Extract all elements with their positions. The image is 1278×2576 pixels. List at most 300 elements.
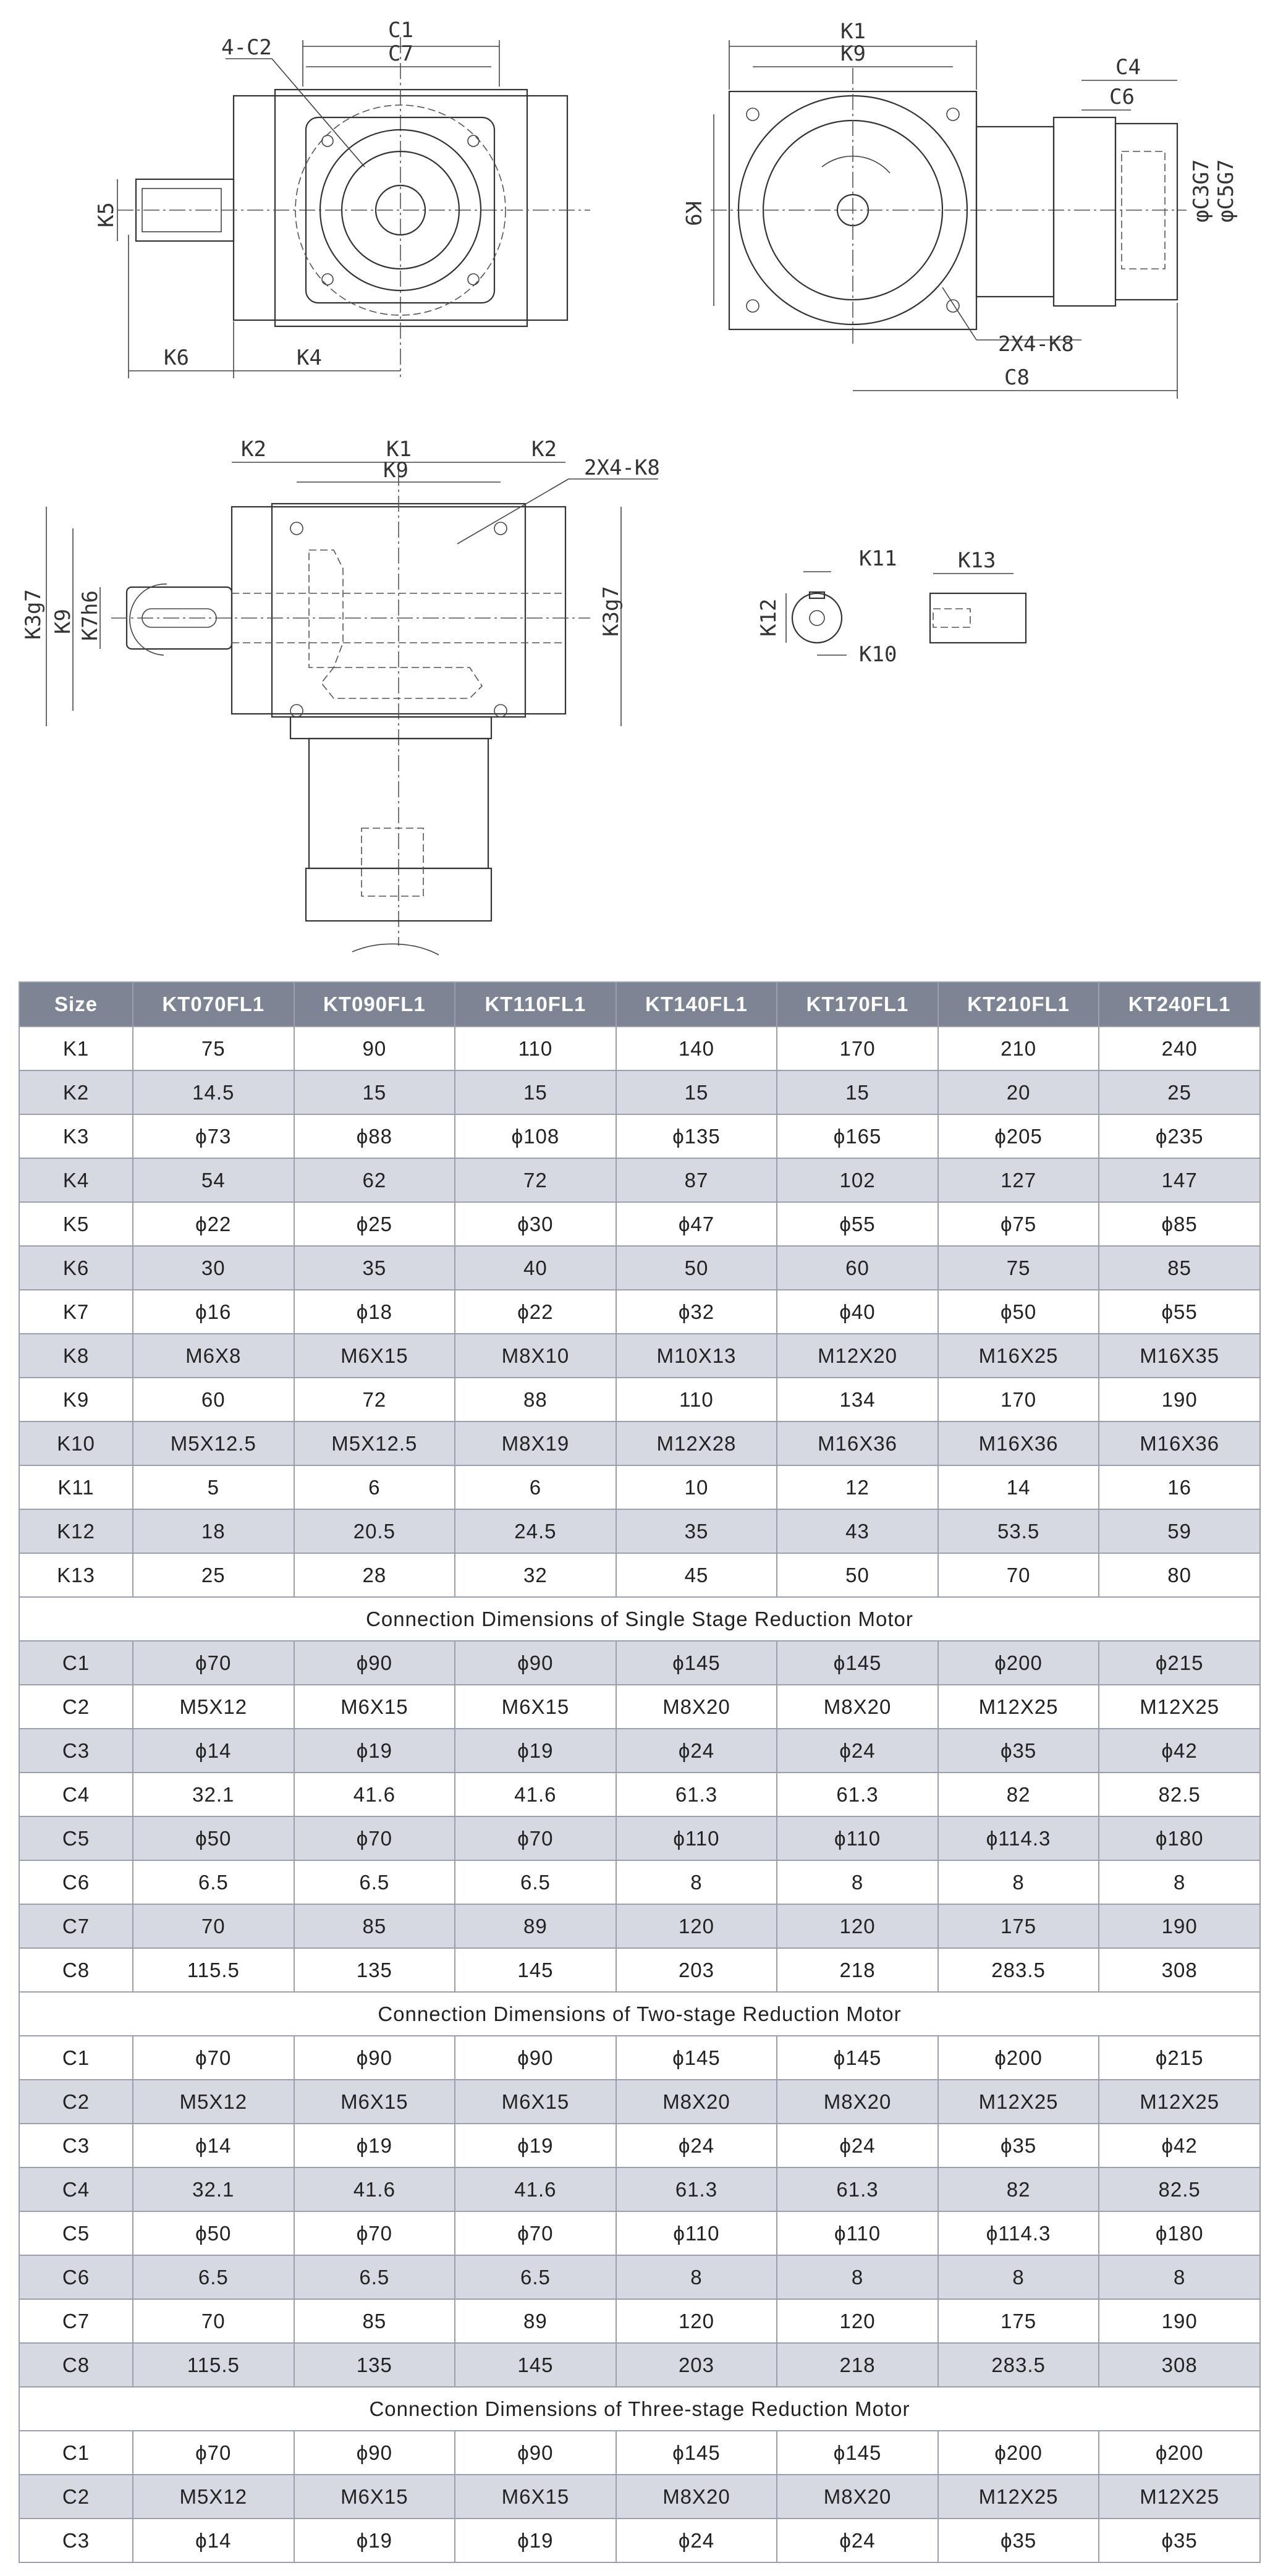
- drawings-svg: [0, 0, 1278, 970]
- value-cell: 61.3: [616, 1773, 777, 1816]
- value-cell: M12X20: [777, 1334, 938, 1378]
- value-cell: 115.5: [133, 2343, 294, 2387]
- value-cell: ϕ50: [133, 1816, 294, 1860]
- value-cell: 50: [777, 1553, 938, 1597]
- label-k10: K10: [859, 642, 897, 667]
- row-label-cell: K6: [19, 1246, 133, 1290]
- value-cell: 6.5: [294, 2255, 455, 2299]
- value-cell: M16X35: [1099, 1334, 1260, 1378]
- value-cell: 8: [1099, 2255, 1260, 2299]
- value-cell: M8X20: [777, 2475, 938, 2519]
- value-cell: ϕ35: [938, 2124, 1099, 2167]
- value-cell: M12X25: [938, 2080, 1099, 2124]
- label-k8-callout-bottom: 2X4-K8: [584, 455, 660, 480]
- section-title-row: [19, 2387, 1260, 2431]
- value-cell: ϕ145: [616, 1641, 777, 1685]
- value-cell: ϕ180: [1099, 2211, 1260, 2255]
- header-model: KT170FL1: [777, 982, 938, 1027]
- value-cell: ϕ22: [133, 1202, 294, 1246]
- row-label-cell: C7: [19, 2299, 133, 2343]
- value-cell: ϕ19: [455, 2124, 616, 2167]
- value-cell: 18: [133, 1509, 294, 1553]
- section-title: Connection Dimensions of Single Stage Reduction Motor: [19, 1597, 1260, 1641]
- value-cell: 170: [938, 1378, 1099, 1421]
- value-cell: ϕ35: [938, 1729, 1099, 1773]
- value-cell: 89: [455, 1904, 616, 1948]
- value-cell: 110: [455, 1027, 616, 1070]
- row-label-cell: C1: [19, 2431, 133, 2475]
- value-cell: ϕ145: [777, 2431, 938, 2475]
- value-cell: 6.5: [133, 1860, 294, 1904]
- value-cell: 88: [455, 1378, 616, 1421]
- table-row: [19, 1246, 1260, 1290]
- row-label-cell: K10: [19, 1421, 133, 1465]
- value-cell: 15: [616, 1070, 777, 1114]
- value-cell: ϕ200: [938, 1641, 1099, 1685]
- value-cell: ϕ14: [133, 1729, 294, 1773]
- value-cell: 190: [1099, 2299, 1260, 2343]
- value-cell: 25: [133, 1553, 294, 1597]
- value-cell: 8: [616, 2255, 777, 2299]
- table-row: [19, 1202, 1260, 1246]
- table-row: [19, 2036, 1260, 2080]
- value-cell: ϕ14: [133, 2519, 294, 2562]
- value-cell: M5X12.5: [133, 1421, 294, 1465]
- value-cell: 127: [938, 1158, 1099, 1202]
- table-row: [19, 2299, 1260, 2343]
- value-cell: 120: [616, 2299, 777, 2343]
- value-cell: M12X28: [616, 1421, 777, 1465]
- header-model: KT210FL1: [938, 982, 1099, 1027]
- header-model: KT240FL1: [1099, 982, 1260, 1027]
- value-cell: ϕ19: [294, 2124, 455, 2167]
- value-cell: 15: [455, 1070, 616, 1114]
- value-cell: ϕ55: [1099, 1290, 1260, 1334]
- value-cell: 28: [294, 1553, 455, 1597]
- value-cell: 6.5: [133, 2255, 294, 2299]
- value-cell: M8X20: [777, 1685, 938, 1729]
- value-cell: ϕ70: [294, 2211, 455, 2255]
- value-cell: 75: [133, 1027, 294, 1070]
- label-k7: K7h6: [78, 590, 103, 641]
- value-cell: 218: [777, 2343, 938, 2387]
- value-cell: ϕ88: [294, 1114, 455, 1158]
- label-k1-bottom: K1: [386, 437, 412, 462]
- table-row: [19, 1729, 1260, 1773]
- value-cell: 6.5: [455, 2255, 616, 2299]
- value-cell: M16X36: [777, 1421, 938, 1465]
- value-cell: 147: [1099, 1158, 1260, 1202]
- value-cell: M6X15: [455, 1685, 616, 1729]
- value-cell: 6.5: [294, 1860, 455, 1904]
- table-row: [19, 1421, 1260, 1465]
- value-cell: 85: [294, 1904, 455, 1948]
- value-cell: 140: [616, 1027, 777, 1070]
- value-cell: ϕ50: [938, 1290, 1099, 1334]
- table-row: [19, 1641, 1260, 1685]
- value-cell: 8: [777, 1860, 938, 1904]
- value-cell: M6X8: [133, 1334, 294, 1378]
- value-cell: ϕ70: [294, 1816, 455, 1860]
- value-cell: M12X25: [1099, 2475, 1260, 2519]
- value-cell: ϕ24: [616, 2124, 777, 2167]
- value-cell: 40: [455, 1246, 616, 1290]
- value-cell: 85: [294, 2299, 455, 2343]
- value-cell: ϕ200: [938, 2431, 1099, 2475]
- table-row: [19, 2124, 1260, 2167]
- value-cell: 6: [455, 1465, 616, 1509]
- label-k3-right: K3g7: [599, 586, 624, 637]
- value-cell: ϕ24: [777, 2519, 938, 2562]
- value-cell: ϕ90: [455, 2036, 616, 2080]
- label-c7: C7: [388, 41, 413, 66]
- section-title: Connection Dimensions of Three-stage Reduction Motor: [19, 2387, 1260, 2431]
- value-cell: M8X20: [616, 2080, 777, 2124]
- value-cell: 61.3: [616, 2167, 777, 2211]
- value-cell: ϕ85: [1099, 1202, 1260, 1246]
- label-k3-left: K3g7: [21, 589, 46, 640]
- value-cell: 145: [455, 2343, 616, 2387]
- row-label-cell: C2: [19, 2475, 133, 2519]
- top-right-view: [680, 19, 1238, 399]
- value-cell: 8: [616, 1860, 777, 1904]
- row-label-cell: K2: [19, 1070, 133, 1114]
- value-cell: 120: [777, 1904, 938, 1948]
- neck: [290, 717, 491, 739]
- value-cell: M5X12: [133, 2080, 294, 2124]
- value-cell: M8X20: [616, 2475, 777, 2519]
- value-cell: M6X15: [455, 2475, 616, 2519]
- value-cell: 85: [1099, 1246, 1260, 1290]
- value-cell: 203: [616, 2343, 777, 2387]
- value-cell: ϕ24: [777, 1729, 938, 1773]
- row-label-cell: C2: [19, 2080, 133, 2124]
- row-label-cell: C1: [19, 1641, 133, 1685]
- value-cell: ϕ24: [616, 2519, 777, 2562]
- table-row: [19, 1904, 1260, 1948]
- motor-flange: [1054, 117, 1115, 306]
- value-cell: M16X36: [1099, 1421, 1260, 1465]
- value-cell: 41.6: [294, 1773, 455, 1816]
- value-cell: 115.5: [133, 1948, 294, 1992]
- label-k11: K11: [859, 546, 897, 571]
- section-title: Connection Dimensions of Two-stage Reduction Motor: [19, 1992, 1260, 2036]
- value-cell: ϕ55: [777, 1202, 938, 1246]
- dimension-table-container: [19, 981, 1259, 2563]
- row-label-cell: C6: [19, 2255, 133, 2299]
- value-cell: ϕ145: [777, 2036, 938, 2080]
- value-cell: ϕ114.3: [938, 1816, 1099, 1860]
- table-row: [19, 2431, 1260, 2475]
- table-row: [19, 1553, 1260, 1597]
- value-cell: 45: [616, 1553, 777, 1597]
- top-left-view: [94, 18, 590, 378]
- table-row: [19, 2343, 1260, 2387]
- bolt-hole: [322, 135, 333, 146]
- value-cell: 35: [616, 1509, 777, 1553]
- row-label-cell: C7: [19, 1904, 133, 1948]
- label-k1: K1: [840, 19, 866, 44]
- table-header-row: [19, 982, 1260, 1027]
- value-cell: ϕ70: [133, 2036, 294, 2080]
- label-c6: C6: [1109, 85, 1135, 109]
- value-cell: 87: [616, 1158, 777, 1202]
- value-cell: ϕ110: [616, 2211, 777, 2255]
- bolt-hole: [322, 274, 333, 285]
- value-cell: ϕ42: [1099, 2124, 1260, 2167]
- value-cell: 72: [294, 1378, 455, 1421]
- value-cell: ϕ70: [133, 1641, 294, 1685]
- value-cell: ϕ47: [616, 1202, 777, 1246]
- value-cell: ϕ42: [1099, 1729, 1260, 1773]
- value-cell: 82: [938, 2167, 1099, 2211]
- value-cell: M5X12: [133, 1685, 294, 1729]
- value-cell: 308: [1099, 2343, 1260, 2387]
- value-cell: 20.5: [294, 1509, 455, 1553]
- value-cell: ϕ30: [455, 1202, 616, 1246]
- value-cell: 60: [133, 1378, 294, 1421]
- value-cell: M6X15: [294, 1334, 455, 1378]
- value-cell: 135: [294, 2343, 455, 2387]
- table-row: [19, 2475, 1260, 2519]
- bottom-left-view: [21, 437, 660, 955]
- table-row: [19, 1509, 1260, 1553]
- label-k4: K4: [297, 345, 322, 370]
- value-cell: ϕ40: [777, 1290, 938, 1334]
- label-c2-callout: 4-C2: [221, 35, 272, 60]
- value-cell: 54: [133, 1158, 294, 1202]
- value-cell: 8: [938, 2255, 1099, 2299]
- value-cell: 120: [616, 1904, 777, 1948]
- table-row: [19, 1773, 1260, 1816]
- label-k2-right: K2: [531, 437, 557, 462]
- table-row: [19, 1816, 1260, 1860]
- value-cell: ϕ145: [777, 1641, 938, 1685]
- value-cell: 175: [938, 1904, 1099, 1948]
- row-label-cell: K4: [19, 1158, 133, 1202]
- value-cell: ϕ70: [455, 2211, 616, 2255]
- value-cell: ϕ110: [616, 1816, 777, 1860]
- value-cell: M5X12: [133, 2475, 294, 2519]
- value-cell: ϕ35: [938, 2519, 1099, 2562]
- value-cell: ϕ18: [294, 1290, 455, 1334]
- label-k2-left: K2: [241, 437, 266, 462]
- value-cell: 62: [294, 1158, 455, 1202]
- value-cell: 210: [938, 1027, 1099, 1070]
- value-cell: 6.5: [455, 1860, 616, 1904]
- value-cell: 8: [938, 1860, 1099, 1904]
- header-model: KT070FL1: [133, 982, 294, 1027]
- bolt-hole: [468, 274, 479, 285]
- row-label-cell: K13: [19, 1553, 133, 1597]
- value-cell: 25: [1099, 1070, 1260, 1114]
- value-cell: ϕ180: [1099, 1816, 1260, 1860]
- value-cell: M12X25: [938, 1685, 1099, 1729]
- table-row: [19, 1465, 1260, 1509]
- row-label-cell: C4: [19, 1773, 133, 1816]
- value-cell: 82: [938, 1773, 1099, 1816]
- value-cell: 190: [1099, 1904, 1260, 1948]
- row-label-cell: C3: [19, 2124, 133, 2167]
- value-cell: 14: [938, 1465, 1099, 1509]
- label-k9-v: K9: [680, 201, 705, 226]
- value-cell: 8: [777, 2255, 938, 2299]
- value-cell: 30: [133, 1246, 294, 1290]
- value-cell: 70: [133, 1904, 294, 1948]
- value-cell: M8X19: [455, 1421, 616, 1465]
- value-cell: ϕ235: [1099, 1114, 1260, 1158]
- value-cell: ϕ14: [133, 2124, 294, 2167]
- rotation-arrow: [822, 156, 890, 173]
- value-cell: 24.5: [455, 1509, 616, 1553]
- value-cell: 218: [777, 1948, 938, 1992]
- label-c3: φC3G7: [1189, 159, 1214, 222]
- value-cell: 16: [1099, 1465, 1260, 1509]
- value-cell: ϕ114.3: [938, 2211, 1099, 2255]
- value-cell: M6X15: [294, 1685, 455, 1729]
- value-cell: ϕ90: [294, 1641, 455, 1685]
- value-cell: ϕ19: [455, 2519, 616, 2562]
- header-model: KT140FL1: [616, 982, 777, 1027]
- label-k13: K13: [958, 548, 996, 573]
- value-cell: ϕ135: [616, 1114, 777, 1158]
- value-cell: ϕ24: [616, 1729, 777, 1773]
- value-cell: ϕ19: [294, 1729, 455, 1773]
- value-cell: 43: [777, 1509, 938, 1553]
- header-size: Size: [19, 982, 133, 1027]
- value-cell: 8: [1099, 1860, 1260, 1904]
- row-label-cell: C8: [19, 2343, 133, 2387]
- keyway-detail: [756, 546, 1026, 667]
- table-row: [19, 1948, 1260, 1992]
- label-k8-callout-top: 2X4-K8: [998, 332, 1074, 357]
- value-cell: 32: [455, 1553, 616, 1597]
- value-cell: 61.3: [777, 1773, 938, 1816]
- row-label-cell: C5: [19, 1816, 133, 1860]
- dimension-table: [19, 981, 1261, 2563]
- value-cell: 175: [938, 2299, 1099, 2343]
- keyway-shaft-end: [792, 593, 842, 643]
- value-cell: M16X25: [938, 1334, 1099, 1378]
- table-row: [19, 1860, 1260, 1904]
- value-cell: ϕ90: [455, 1641, 616, 1685]
- value-cell: M6X15: [455, 2080, 616, 2124]
- row-label-cell: C5: [19, 2211, 133, 2255]
- value-cell: ϕ32: [616, 1290, 777, 1334]
- keyway-shaft-side: [930, 593, 1026, 643]
- value-cell: 20: [938, 1070, 1099, 1114]
- table-row: [19, 1070, 1260, 1114]
- value-cell: 6: [294, 1465, 455, 1509]
- value-cell: 61.3: [777, 2167, 938, 2211]
- value-cell: ϕ215: [1099, 1641, 1260, 1685]
- value-cell: ϕ75: [938, 1202, 1099, 1246]
- value-cell: 10: [616, 1465, 777, 1509]
- value-cell: 35: [294, 1246, 455, 1290]
- value-cell: 82.5: [1099, 2167, 1260, 2211]
- value-cell: M8X20: [616, 1685, 777, 1729]
- value-cell: ϕ108: [455, 1114, 616, 1158]
- value-cell: 32.1: [133, 2167, 294, 2211]
- row-label-cell: C6: [19, 1860, 133, 1904]
- value-cell: 32.1: [133, 1773, 294, 1816]
- value-cell: ϕ205: [938, 1114, 1099, 1158]
- value-cell: 308: [1099, 1948, 1260, 1992]
- value-cell: 50: [616, 1246, 777, 1290]
- value-cell: ϕ24: [777, 2124, 938, 2167]
- value-cell: M12X25: [1099, 1685, 1260, 1729]
- value-cell: ϕ200: [938, 2036, 1099, 2080]
- value-cell: ϕ19: [294, 2519, 455, 2562]
- value-cell: M12X25: [938, 2475, 1099, 2519]
- value-cell: 12: [777, 1465, 938, 1509]
- label-k9-side: K9: [51, 609, 75, 634]
- value-cell: 134: [777, 1378, 938, 1421]
- row-label-cell: K12: [19, 1509, 133, 1553]
- row-label-cell: K9: [19, 1378, 133, 1421]
- value-cell: ϕ22: [455, 1290, 616, 1334]
- value-cell: 102: [777, 1158, 938, 1202]
- row-label-cell: C3: [19, 2519, 133, 2562]
- value-cell: 283.5: [938, 1948, 1099, 1992]
- label-c4: C4: [1115, 55, 1141, 80]
- label-c1: C1: [388, 18, 413, 43]
- value-cell: 70: [938, 1553, 1099, 1597]
- row-label-cell: K11: [19, 1465, 133, 1509]
- value-cell: ϕ50: [133, 2211, 294, 2255]
- table-row: [19, 1158, 1260, 1202]
- value-cell: M12X25: [1099, 2080, 1260, 2124]
- side-rotation-arrow: [130, 584, 167, 655]
- value-cell: 80: [1099, 1553, 1260, 1597]
- motor-adapter: [976, 127, 1054, 297]
- motor-coupling: [1115, 124, 1177, 300]
- label-c5: φC5G7: [1214, 159, 1238, 222]
- value-cell: M16X36: [938, 1421, 1099, 1465]
- label-k5: K5: [94, 202, 119, 227]
- value-cell: 240: [1099, 1027, 1260, 1070]
- value-cell: ϕ73: [133, 1114, 294, 1158]
- value-cell: ϕ70: [455, 1816, 616, 1860]
- table-row: [19, 2519, 1260, 2562]
- label-k12: K12: [756, 598, 781, 637]
- table-row: [19, 2255, 1260, 2299]
- value-cell: M8X10: [455, 1334, 616, 1378]
- value-cell: M5X12.5: [294, 1421, 455, 1465]
- value-cell: 283.5: [938, 2343, 1099, 2387]
- table-row: [19, 2080, 1260, 2124]
- table-row: [19, 1290, 1260, 1334]
- value-cell: 5: [133, 1465, 294, 1509]
- table-row: [19, 1378, 1260, 1421]
- value-cell: 15: [294, 1070, 455, 1114]
- row-label-cell: C2: [19, 1685, 133, 1729]
- value-cell: 120: [777, 2299, 938, 2343]
- value-cell: 110: [616, 1378, 777, 1421]
- value-cell: ϕ25: [294, 1202, 455, 1246]
- value-cell: ϕ145: [616, 2431, 777, 2475]
- row-label-cell: K3: [19, 1114, 133, 1158]
- value-cell: M6X15: [294, 2080, 455, 2124]
- value-cell: 170: [777, 1027, 938, 1070]
- value-cell: 41.6: [455, 2167, 616, 2211]
- label-c8: C8: [1004, 365, 1030, 390]
- row-label-cell: C3: [19, 1729, 133, 1773]
- value-cell: 145: [455, 1948, 616, 1992]
- value-cell: ϕ165: [777, 1114, 938, 1158]
- table-row: [19, 1027, 1260, 1070]
- row-label-cell: K1: [19, 1027, 133, 1070]
